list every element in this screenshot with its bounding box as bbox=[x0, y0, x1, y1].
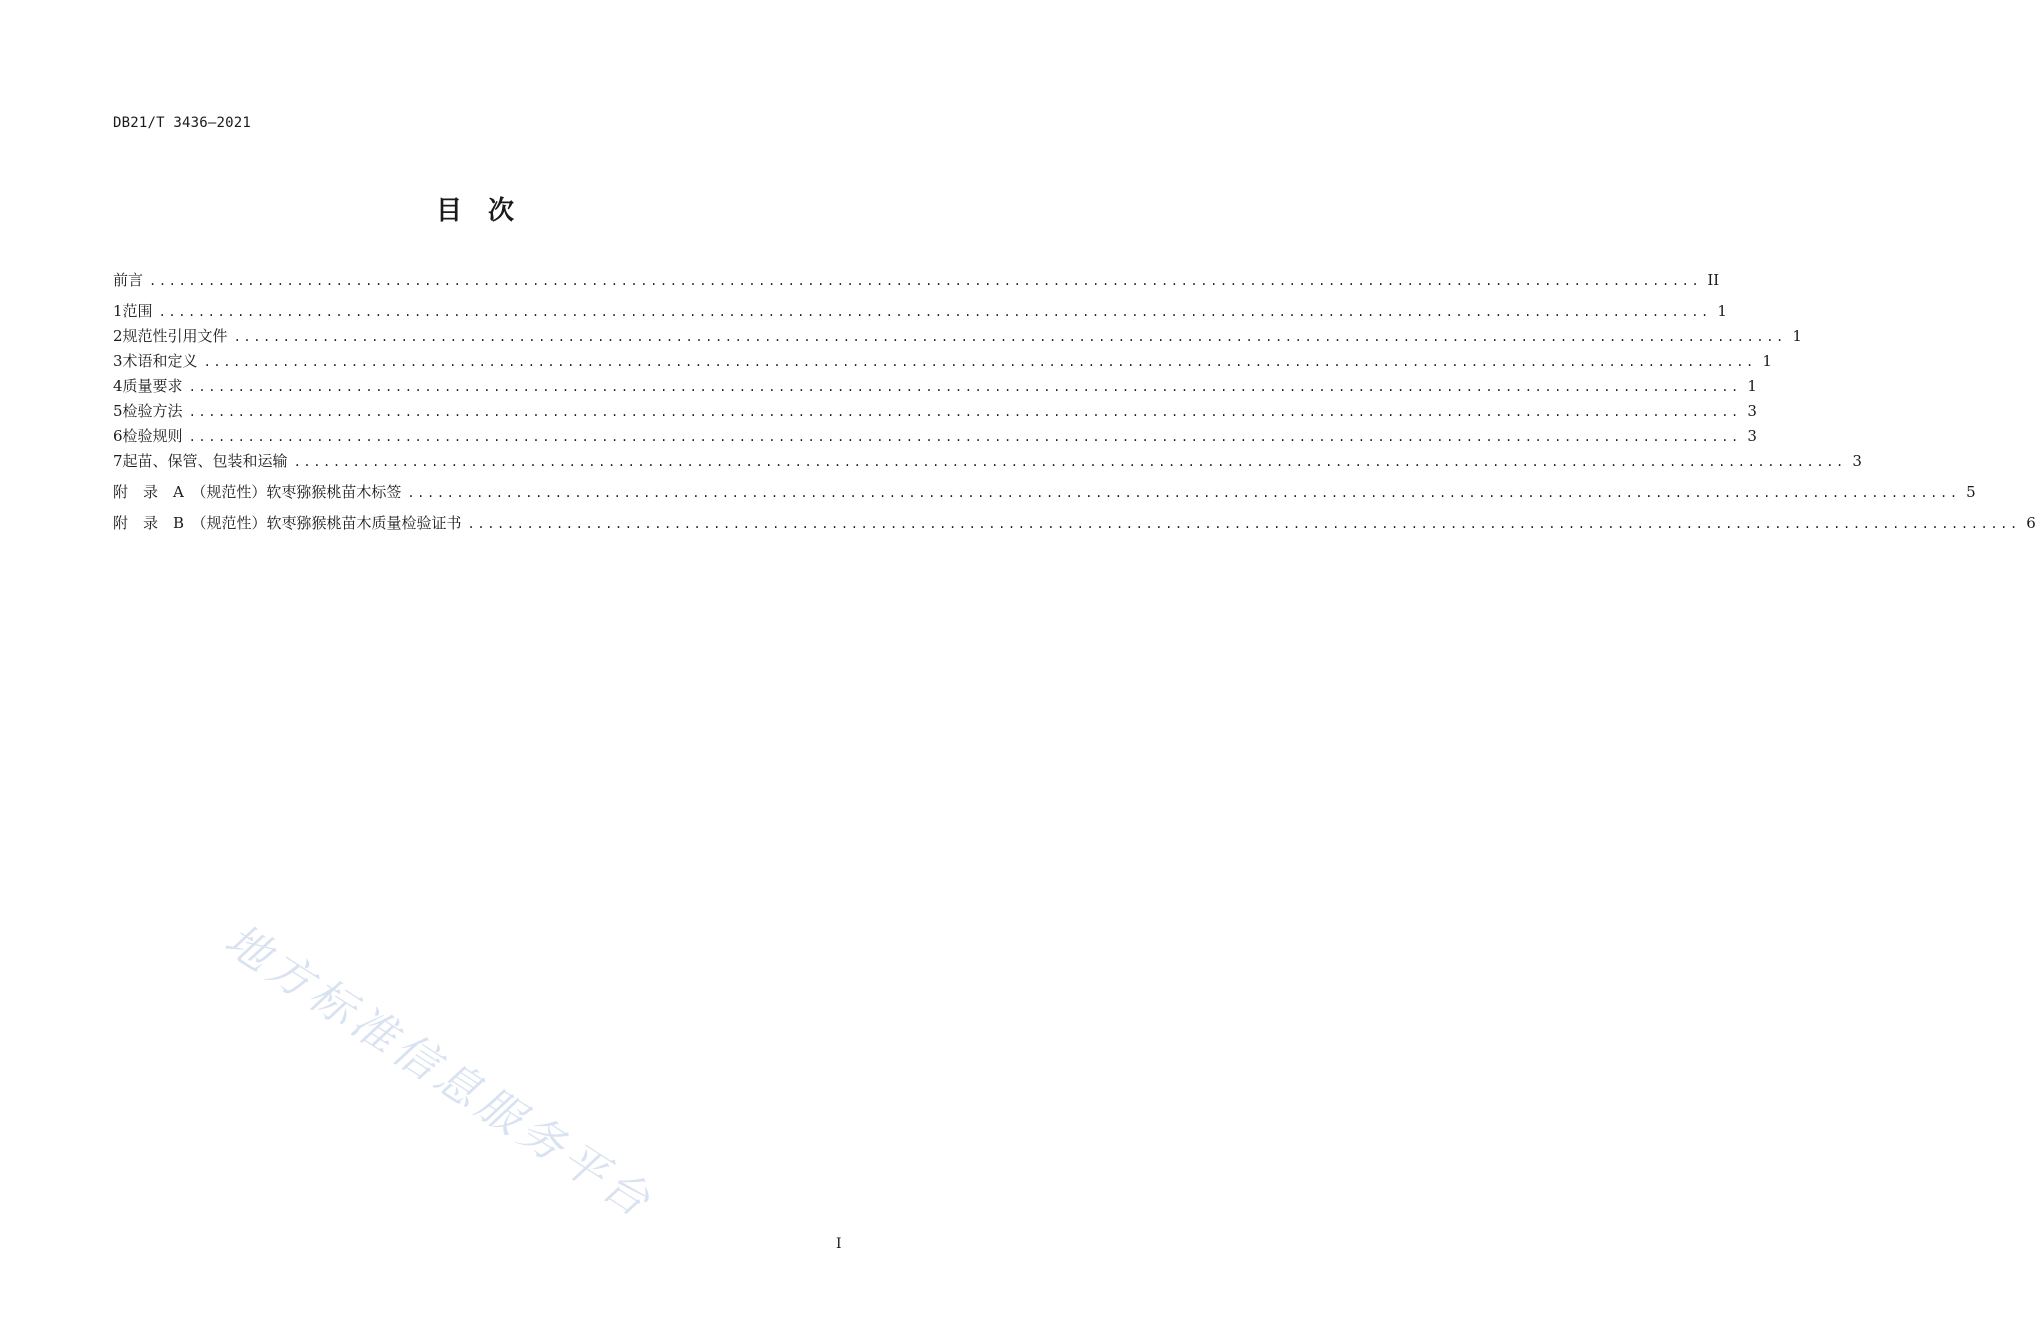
page-number: I bbox=[836, 1236, 842, 1252]
watermark: 地方标准信息服务平台 bbox=[215, 914, 663, 1230]
appendix-prefix: 附 录 B （规范性） bbox=[113, 514, 267, 532]
toc-entry-number: 1 bbox=[113, 302, 123, 320]
toc-entry-number: 3 bbox=[113, 352, 123, 370]
dot-leader: .............................................................................................................................................................. bbox=[203, 355, 1756, 369]
toc-entry-label: 质量要求 bbox=[122, 377, 183, 395]
appendix-prefix: 附 录 A （规范性） bbox=[113, 483, 267, 501]
toc-entry-preface[interactable] bbox=[113, 268, 1720, 293]
toc-entry[interactable] bbox=[113, 424, 1757, 449]
toc-entry-label: 软枣猕猴桃苗木标签 bbox=[266, 483, 402, 501]
toc-entry-label: 规范性引用文件 bbox=[122, 327, 228, 345]
dot-leader: .............................................................................................................................................................. bbox=[293, 455, 1846, 469]
document-code: DB21/T 3436—2021 bbox=[113, 115, 252, 131]
toc-entry[interactable] bbox=[113, 374, 1757, 399]
toc-entry-page: 3 bbox=[1747, 427, 1757, 445]
dot-leader: .............................................................................................................................................................. bbox=[188, 405, 1741, 419]
dot-leader: .............................................................................................................................................................. bbox=[158, 305, 1711, 319]
toc-entry-number: 7 bbox=[113, 452, 123, 470]
toc-entry-page: II bbox=[1707, 271, 1720, 289]
dot-leader: .............................................................................................................................................................. bbox=[233, 330, 1786, 344]
toc-entry-page: 1 bbox=[1762, 352, 1772, 370]
dot-leader: .............................................................................................................................................................. bbox=[407, 486, 1960, 500]
toc-entry-page: 1 bbox=[1792, 327, 1802, 345]
page-title: 目 次 bbox=[435, 196, 514, 226]
toc-entry-appendix-a[interactable] bbox=[113, 480, 1976, 505]
dot-leader: .............................................................................................................................................................. bbox=[149, 274, 1702, 288]
toc-entry-page: 1 bbox=[1717, 302, 1727, 320]
toc-entry-label: 检验方法 bbox=[122, 402, 183, 420]
toc-entry-page: 3 bbox=[1852, 452, 1862, 470]
toc-entry-page: 5 bbox=[1966, 483, 1976, 501]
toc-entry-number: 4 bbox=[113, 377, 123, 395]
toc-entry[interactable] bbox=[113, 449, 1862, 474]
toc-entry[interactable] bbox=[113, 399, 1757, 424]
toc-entry-number: 6 bbox=[113, 427, 123, 445]
toc-entry-number: 5 bbox=[113, 402, 123, 420]
toc-entry-label: 检验规则 bbox=[122, 427, 183, 445]
toc-entry-page: 6 bbox=[2026, 514, 2036, 532]
toc-entry-label: 范围 bbox=[122, 302, 153, 320]
toc-entry[interactable] bbox=[113, 299, 1727, 324]
toc-entry[interactable] bbox=[113, 349, 1772, 374]
toc-entry-label: 前言 bbox=[113, 271, 144, 289]
dot-leader: .............................................................................................................................................................. bbox=[188, 430, 1741, 444]
toc-entry-number: 2 bbox=[113, 327, 123, 345]
toc-entry-page: 3 bbox=[1747, 402, 1757, 420]
dot-leader: .............................................................................................................................................................. bbox=[467, 517, 2020, 531]
toc-entry-label: 起苗、保管、包装和运输 bbox=[122, 452, 288, 470]
toc-entry-page: 1 bbox=[1747, 377, 1757, 395]
toc-entry-label: 软枣猕猴桃苗木质量检验证书 bbox=[266, 514, 462, 532]
table-of-contents bbox=[113, 268, 2036, 536]
toc-entry-appendix-b[interactable] bbox=[113, 511, 2036, 536]
dot-leader: .............................................................................................................................................................. bbox=[188, 380, 1741, 394]
toc-entry[interactable] bbox=[113, 324, 1802, 349]
toc-entry-label: 术语和定义 bbox=[122, 352, 198, 370]
